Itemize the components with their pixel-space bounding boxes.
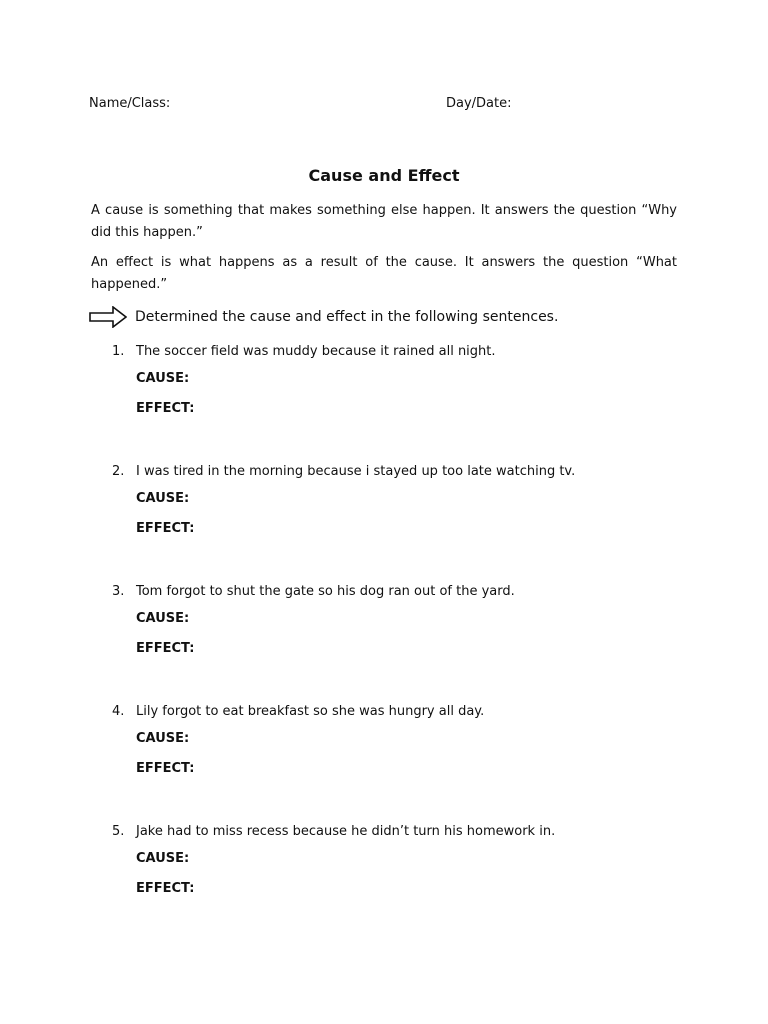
question-sentence: Tom forgot to shut the gate so his dog ran out of the yard. bbox=[136, 584, 515, 599]
question-item bbox=[112, 822, 712, 896]
effect-label: EFFECT: bbox=[136, 401, 195, 416]
question-item bbox=[112, 342, 712, 416]
question-number: 3. bbox=[112, 584, 125, 599]
cause-label: CAUSE: bbox=[136, 851, 190, 866]
question-sentence: I was tired in the morning because i stayed up too late watching tv. bbox=[136, 464, 576, 479]
instruction-row bbox=[89, 306, 558, 328]
effect-label: EFFECT: bbox=[136, 641, 195, 656]
question-sentence: Jake had to miss recess because he didn’t turn his homework in. bbox=[136, 824, 556, 839]
cause-label: CAUSE: bbox=[136, 371, 190, 386]
instruction-text: Determined the cause and effect in the following sentences. bbox=[135, 309, 559, 325]
question-number: 4. bbox=[112, 704, 125, 719]
effect-label: EFFECT: bbox=[136, 761, 195, 776]
effect-label: EFFECT: bbox=[136, 521, 195, 536]
question-item bbox=[112, 702, 712, 776]
question-item bbox=[112, 582, 712, 656]
effect-definition: An effect is what happens as a result of the cause. It answers the question “What happened.” bbox=[91, 255, 677, 292]
cause-label: CAUSE: bbox=[136, 731, 190, 746]
cause-label: CAUSE: bbox=[136, 611, 190, 626]
question-number: 1. bbox=[112, 344, 125, 359]
arrow-right-icon bbox=[89, 306, 127, 328]
question-number: 5. bbox=[112, 824, 125, 839]
question-sentence: The soccer field was muddy because it rained all night. bbox=[136, 344, 496, 359]
cause-label: CAUSE: bbox=[136, 491, 190, 506]
cause-definition: A cause is something that makes something else happen. It answers the question “Why did this happen.” bbox=[91, 203, 677, 240]
name-class-label: Name/Class: bbox=[89, 96, 171, 111]
day-date-label: Day/Date: bbox=[446, 96, 512, 111]
question-item bbox=[112, 462, 712, 536]
effect-label: EFFECT: bbox=[136, 881, 195, 896]
page-title: Cause and Effect bbox=[308, 166, 460, 185]
question-sentence: Lily forgot to eat breakfast so she was hungry all day. bbox=[136, 704, 485, 719]
question-number: 2. bbox=[112, 464, 125, 479]
